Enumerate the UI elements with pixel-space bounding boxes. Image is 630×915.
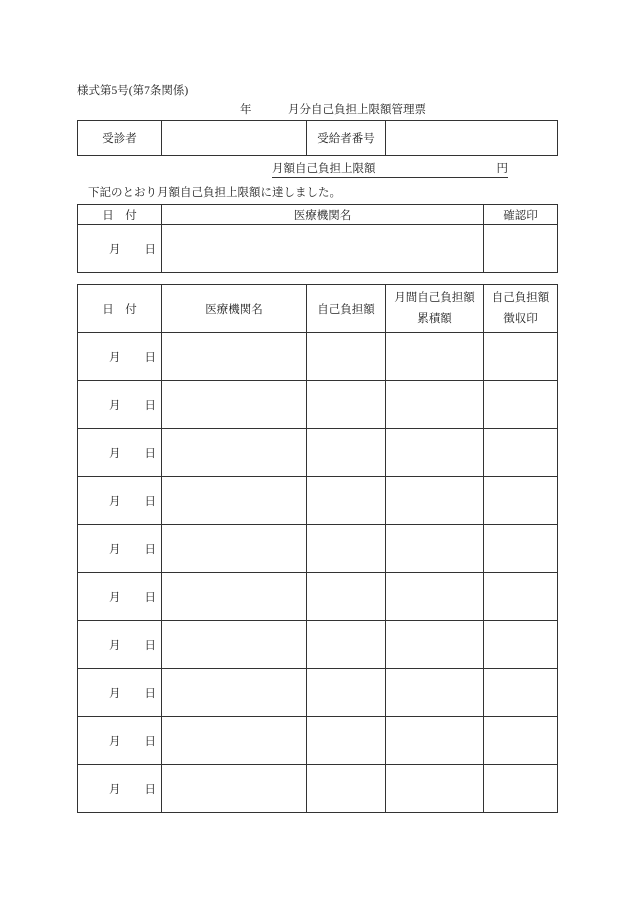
payment-row: [78, 333, 558, 381]
monthly-limit-label: 月額自己負担上限額: [272, 163, 376, 175]
institution-cell: [162, 765, 307, 813]
date-cell: [78, 573, 162, 621]
day-label: 日: [144, 495, 156, 508]
payment-row: [78, 525, 558, 573]
date-cell: [78, 333, 162, 381]
cumulative-amount-cell: [386, 573, 484, 621]
limit-reached-notice: 下記のとおり月額自己負担上限額に達しました。: [88, 187, 341, 199]
confirmation-seal-header: 確認印: [484, 205, 558, 225]
month-label: 月: [109, 243, 121, 256]
date-cell: [78, 669, 162, 717]
day-label: 日: [144, 639, 156, 652]
payment-table-header: [78, 285, 558, 333]
institution-cell: [162, 717, 307, 765]
date-cell: [78, 429, 162, 477]
date-cell: [78, 477, 162, 525]
seal-header-line2: 徴収印: [503, 312, 538, 325]
collection-seal-header: [484, 285, 558, 333]
copay-amount-cell: [307, 525, 386, 573]
copay-amount-cell: [307, 669, 386, 717]
cumulative-amount-cell: [386, 525, 484, 573]
cumulative-amount-cell: [386, 333, 484, 381]
monthly-limit-line: [272, 162, 508, 178]
cumulative-amount-cell: [386, 381, 484, 429]
copay-amount-cell: [307, 429, 386, 477]
cumulative-amount-cell: [386, 477, 484, 525]
payment-table-body: [78, 333, 558, 813]
patient-label: 受診者: [78, 121, 162, 156]
institution-cell: [162, 477, 307, 525]
seal-header-line1: 自己負担額: [491, 291, 550, 304]
recipient-number-value-cell: [386, 121, 558, 156]
copay-amount-cell: [307, 765, 386, 813]
page-title: 月分自己負担上限額管理票: [288, 104, 426, 116]
collection-seal-cell: [484, 525, 558, 573]
collection-seal-cell: [484, 621, 558, 669]
date-cell: [78, 525, 162, 573]
institution-cell: [162, 669, 307, 717]
cumulative-amount-header: [386, 285, 484, 333]
payment-row: [78, 573, 558, 621]
month-label: 月: [109, 735, 121, 748]
recipient-table: [77, 120, 558, 156]
institution-cell: [162, 429, 307, 477]
month-label: 月: [109, 783, 121, 796]
collection-seal-cell: [484, 381, 558, 429]
collection-seal-cell: [484, 333, 558, 381]
copay-amount-cell: [307, 717, 386, 765]
month-label: 月: [109, 543, 121, 556]
payment-row: [78, 669, 558, 717]
collection-seal-cell: [484, 573, 558, 621]
patient-value-cell: [162, 121, 307, 156]
cumulative-amount-cell: [386, 717, 484, 765]
copay-amount-cell: [307, 573, 386, 621]
institution-cell: [162, 525, 307, 573]
cumulative-amount-cell: [386, 765, 484, 813]
institution-cell: [162, 621, 307, 669]
payment-row: [78, 477, 558, 525]
day-label: 日: [144, 399, 156, 412]
cumulative-header-line2: 累積額: [417, 312, 452, 325]
institution-cell: [162, 573, 307, 621]
form-number: 様式第5号(第7条関係): [77, 85, 189, 97]
recipient-row: [78, 121, 558, 156]
limit-table-row: [78, 225, 558, 273]
month-label: 月: [109, 639, 121, 652]
month-label: 月: [109, 495, 121, 508]
payment-row: [78, 765, 558, 813]
cumulative-header-line1: 月間自己負担額: [394, 291, 475, 304]
month-label: 月: [109, 447, 121, 460]
payment-row: [78, 717, 558, 765]
month-label: 月: [109, 399, 121, 412]
monthly-limit-unit: 円: [496, 163, 508, 175]
limit-reached-table: [77, 204, 558, 273]
copay-amount-header: 自己負担額: [307, 285, 386, 333]
cumulative-amount-cell: [386, 669, 484, 717]
institution-cell: [162, 225, 484, 273]
cumulative-amount-cell: [386, 429, 484, 477]
institution-cell: [162, 381, 307, 429]
recipient-number-label: 受給者番号: [307, 121, 386, 156]
date-cell: [78, 765, 162, 813]
month-label: 月: [109, 687, 121, 700]
month-label: 月: [109, 351, 121, 364]
copay-amount-cell: [307, 621, 386, 669]
day-label: 日: [144, 783, 156, 796]
cumulative-amount-cell: [386, 621, 484, 669]
title-year-label: 年: [240, 104, 252, 116]
payment-row: [78, 429, 558, 477]
day-label: 日: [144, 591, 156, 604]
payment-table: [77, 284, 558, 813]
copay-amount-cell: [307, 333, 386, 381]
date-cell: [78, 621, 162, 669]
date-header: 日 付: [78, 285, 162, 333]
collection-seal-cell: [484, 669, 558, 717]
date-cell: [78, 381, 162, 429]
date-cell: [78, 717, 162, 765]
institution-header: 医療機関名: [162, 205, 484, 225]
date-header: 日 付: [78, 205, 162, 225]
day-label: 日: [144, 687, 156, 700]
date-cell: [78, 225, 162, 273]
month-label: 月: [109, 591, 121, 604]
payment-row: [78, 621, 558, 669]
collection-seal-cell: [484, 717, 558, 765]
confirmation-seal-cell: [484, 225, 558, 273]
collection-seal-cell: [484, 429, 558, 477]
limit-table-header: [78, 205, 558, 225]
payment-row: [78, 381, 558, 429]
collection-seal-cell: [484, 477, 558, 525]
day-label: 日: [144, 447, 156, 460]
institution-header: 医療機関名: [162, 285, 307, 333]
institution-cell: [162, 333, 307, 381]
copay-amount-cell: [307, 381, 386, 429]
collection-seal-cell: [484, 765, 558, 813]
day-label: 日: [144, 351, 156, 364]
copay-amount-cell: [307, 477, 386, 525]
day-label: 日: [144, 543, 156, 556]
day-label: 日: [144, 243, 156, 256]
day-label: 日: [144, 735, 156, 748]
